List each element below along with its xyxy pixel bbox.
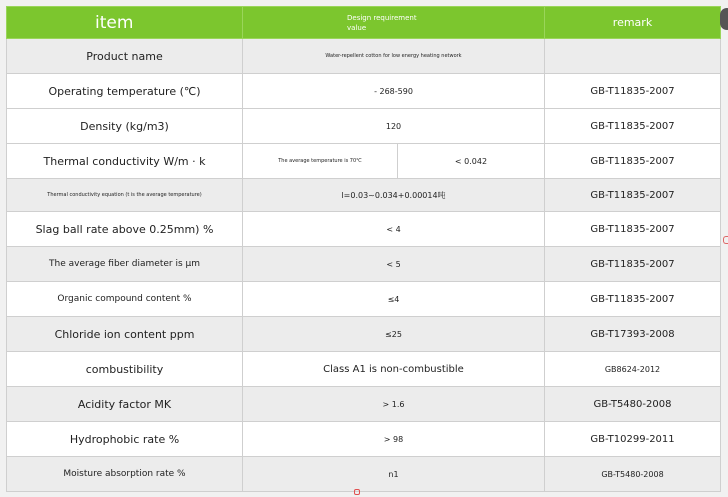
table-row (7, 457, 721, 492)
row-item: Organic compound content % (7, 282, 243, 317)
table-row (7, 422, 721, 457)
row-value: n1 (243, 457, 545, 492)
row-value: l=0.03~0.034+0.00014吨 (243, 179, 545, 212)
row-item: Product name (7, 39, 243, 74)
row-remark: GB-T10299-2011 (545, 422, 721, 457)
row-value: > 1.6 (243, 387, 545, 422)
row-value: < 0.042 (398, 144, 545, 179)
table-row (7, 144, 721, 179)
row-item: Thermal conductivity W/m · k (7, 144, 243, 179)
row-item: Slag ball rate above 0.25mm) % (7, 212, 243, 247)
table-row (7, 282, 721, 317)
row-item: combustibility (7, 352, 243, 387)
table-row (7, 352, 721, 387)
scroll-handle[interactable] (720, 8, 728, 30)
header-remark: remark (545, 7, 721, 39)
bottom-marker (354, 489, 360, 495)
row-value: > 98 (243, 422, 545, 457)
spec-table-wrapper (6, 6, 720, 490)
header-requirement-line1: Design requirement (347, 13, 417, 22)
row-remark: GB-T11835-2007 (545, 247, 721, 282)
header-item: item (7, 7, 243, 39)
row-remark: GB-T5480-2008 (545, 387, 721, 422)
row-item: Chloride ion content ppm (7, 317, 243, 352)
table-row (7, 179, 721, 212)
spec-table (6, 6, 721, 492)
row-remark: GB-T17393-2008 (545, 317, 721, 352)
table-row (7, 387, 721, 422)
row-remark (545, 39, 721, 74)
row-value: Water-repellent cotton for low energy heating network (243, 39, 545, 74)
row-item: The average fiber diameter is μm (7, 247, 243, 282)
row-remark: GB-T11835-2007 (545, 74, 721, 109)
edge-marker (723, 236, 728, 244)
row-remark: GB-T11835-2007 (545, 144, 721, 179)
row-item: Thermal conductivity equation (t is the average temperature) (7, 179, 243, 212)
table-row (7, 317, 721, 352)
row-value: - 268-590 (243, 74, 545, 109)
row-item: Acidity factor MK (7, 387, 243, 422)
table-row (7, 212, 721, 247)
row-condition: The average temperature is 70℃ (243, 144, 398, 179)
row-value: < 5 (243, 247, 545, 282)
row-remark: GB-T11835-2007 (545, 212, 721, 247)
row-value: 120 (243, 109, 545, 144)
row-value: Class A1 is non-combustible (243, 352, 545, 387)
table-row (7, 74, 721, 109)
row-value: ≤25 (243, 317, 545, 352)
row-item: Hydrophobic rate % (7, 422, 243, 457)
table-row (7, 247, 721, 282)
table-header-row (7, 7, 721, 39)
row-item: Density (kg/m3) (7, 109, 243, 144)
row-remark: GB-T11835-2007 (545, 282, 721, 317)
row-value: < 4 (243, 212, 545, 247)
header-requirement (243, 7, 545, 39)
row-remark: GB-T11835-2007 (545, 109, 721, 144)
table-row (7, 109, 721, 144)
header-requirement-line2: value (347, 23, 367, 32)
row-item: Moisture absorption rate % (7, 457, 243, 492)
row-value: ≤4 (243, 282, 545, 317)
table-row (7, 39, 721, 74)
row-remark: GB8624-2012 (545, 352, 721, 387)
row-remark: GB-T11835-2007 (545, 179, 721, 212)
row-remark: GB-T5480-2008 (545, 457, 721, 492)
row-item: Operating temperature (℃) (7, 74, 243, 109)
